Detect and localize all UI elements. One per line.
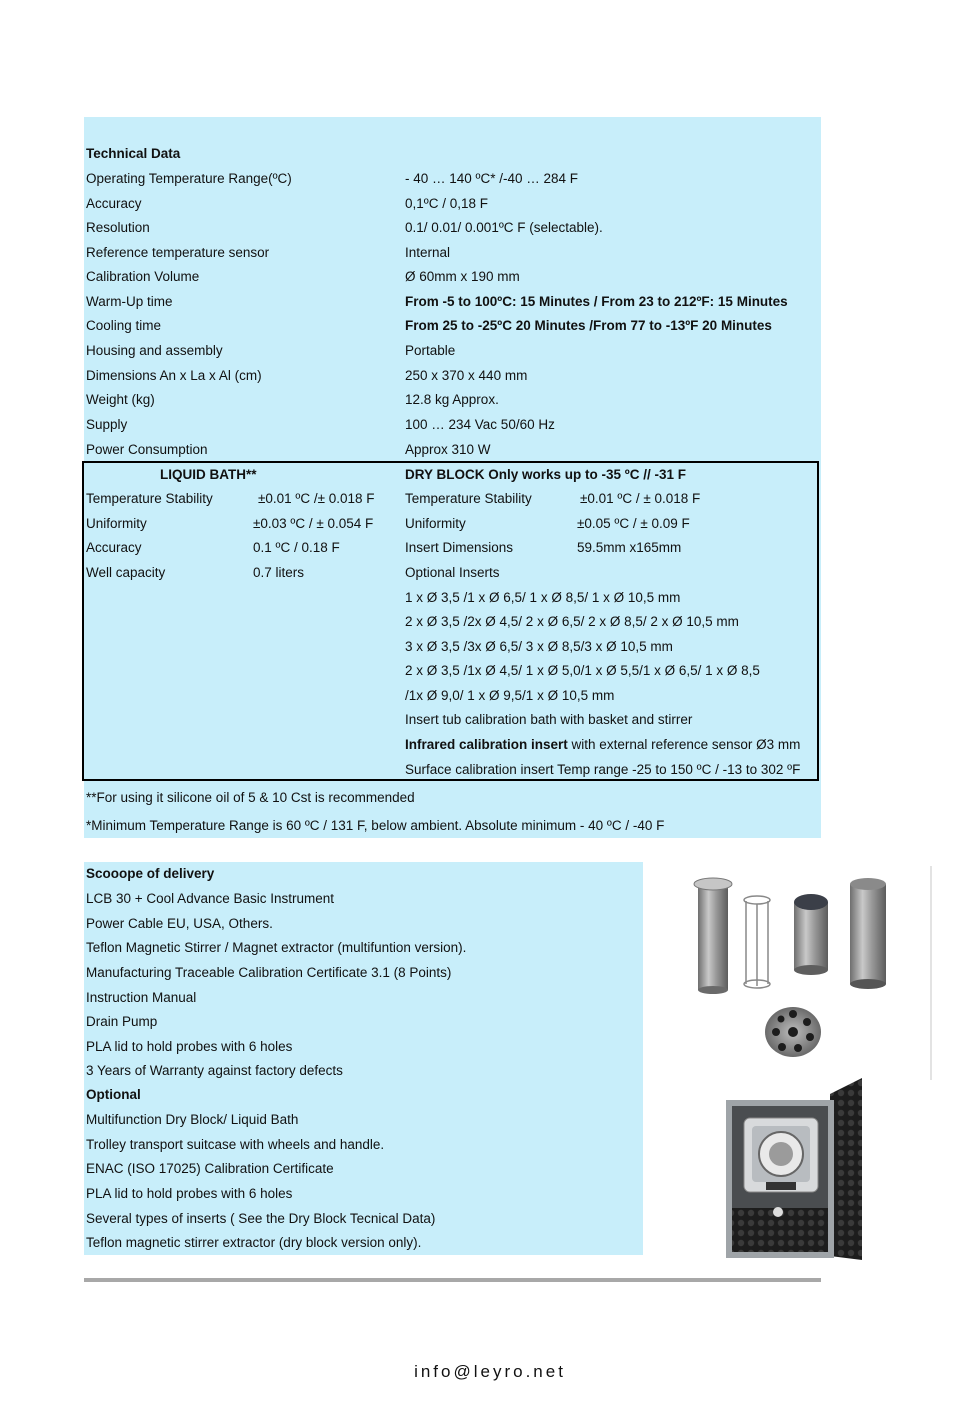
spec-value: 12.8 kg Approx. — [405, 392, 499, 407]
optional-item: ENAC (ISO 17025) Calibration Certificate — [86, 1161, 334, 1176]
footnote: *Minimum Temperature Range is 60 ºC / 131 F, below ambient. Absolute minimum - 40 ºC / -40 F — [86, 818, 665, 833]
liquid-bath-value: 0.7 liters — [253, 565, 305, 580]
insert-cup — [794, 902, 828, 970]
spec-value: 0,1ºC / 0,18 F — [405, 196, 488, 211]
spec-value: - 40 … 140 ºC* /-40 … 284 F — [405, 171, 579, 186]
case-lid-foam — [830, 1078, 862, 1260]
optional-item: Several types of inserts ( See the Dry Block Tecnical Data) — [86, 1211, 436, 1226]
insert-option: Insert tub calibration bath with basket and stirrer — [405, 712, 693, 727]
liquid-bath-value: ±0.01 ºC /± 0.018 F — [258, 491, 375, 506]
infrared-insert-bold: Infrared calibration insert — [405, 737, 568, 752]
dry-block-value: 59.5mm x165mm — [577, 540, 682, 555]
insert-tube-large — [698, 886, 728, 990]
spec-value: From 25 to -25ºC 20 Minutes /From 77 to -13ºF 20 Minutes — [405, 318, 772, 333]
insert-tube-tall — [850, 884, 886, 984]
spec-value: Internal — [405, 245, 451, 260]
optional-inserts-label: Optional Inserts — [405, 565, 500, 580]
insert-option: 3 x Ø 3,5 /3x Ø 6,5/ 3 x Ø 8,5/3 x Ø 10,5 mm — [405, 639, 673, 654]
dry-block-label: Temperature Stability — [405, 491, 532, 506]
dry-block-title: DRY BLOCK Only works up to -35 ºC // -31 F — [405, 467, 686, 482]
spec-value: Portable — [405, 343, 456, 358]
inserts-photo — [690, 872, 905, 1087]
optional-item: Teflon magnetic stirrer extractor (dry block version only). — [86, 1235, 422, 1250]
footer-email[interactable]: info@leyro.net — [414, 1362, 566, 1381]
optional-item: Multifunction Dry Block/ Liquid Bath — [86, 1112, 299, 1127]
liquid-bath-label: Temperature Stability — [86, 491, 213, 506]
scope-item: PLA lid to hold probes with 6 holes — [86, 1039, 293, 1054]
basket — [744, 896, 770, 988]
spec-label: Weight (kg) — [86, 392, 155, 407]
spec-label: Supply — [86, 417, 128, 432]
insert-option: 2 x Ø 3,5 /2x Ø 4,5/ 2 x Ø 6,5/ 2 x Ø 8,5/ 2 x Ø 10,5 mm — [405, 614, 739, 629]
page-edge-bar — [930, 866, 932, 1080]
spec-label: Housing and assembly — [86, 343, 223, 358]
infrared-insert — [405, 735, 800, 755]
optional-item: PLA lid to hold probes with 6 holes — [86, 1186, 293, 1201]
spec-label: Dimensions An x La x Al (cm) — [86, 368, 262, 383]
spec-label: Power Consumption — [86, 442, 208, 457]
optional-item: Trolley transport suitcase with wheels and handle. — [86, 1137, 385, 1152]
dry-block-label: Insert Dimensions — [405, 540, 514, 555]
spec-label: Accuracy — [86, 196, 142, 211]
spec-value: 100 … 234 Vac 50/60 Hz — [405, 417, 555, 432]
surface-insert: Surface calibration insert Temp range -25 to 150 ºC / -13 to 302 ºF — [405, 762, 801, 777]
scope-item: Teflon Magnetic Stirrer / Magnet extractor (multifuntion version). — [86, 940, 467, 955]
infrared-insert-rest: with external reference sensor Ø3 mm — [567, 737, 801, 752]
spec-label: Resolution — [86, 220, 150, 235]
scope-item: Manufacturing Traceable Calibration Certificate 3.1 (8 Points) — [86, 965, 452, 980]
spec-value: 0.1/ 0.01/ 0.001ºC F (selectable). — [405, 220, 603, 235]
scope-title: Scooope of delivery — [86, 866, 215, 881]
optional-title: Optional — [86, 1087, 141, 1102]
scope-item: 3 Years of Warranty against factory defects — [86, 1063, 343, 1078]
liquid-bath-title: LIQUID BATH** — [160, 467, 257, 482]
scope-item: Drain Pump — [86, 1014, 158, 1029]
footnote: **For using it silicone oil of 5 & 10 Cst is recommended — [86, 790, 415, 805]
dry-block-value: ±0.01 ºC / ± 0.018 F — [580, 491, 701, 506]
spec-value: Approx 310 W — [405, 442, 491, 457]
dry-block-label: Uniformity — [405, 516, 466, 531]
insert-option: 1 x Ø 3,5 /1 x Ø 6,5/ 1 x Ø 8,5/ 1 x Ø 10,5 mm — [405, 590, 681, 605]
liquid-bath-label: Well capacity — [86, 565, 166, 580]
dry-block-value: ±0.05 ºC / ± 0.09 F — [577, 516, 690, 531]
liquid-bath-label: Accuracy — [86, 540, 142, 555]
spec-label: Warm-Up time — [86, 294, 173, 309]
insert-option: 2 x Ø 3,5 /1x Ø 4,5/ 1 x Ø 5,0/1 x Ø 5,5/1 x Ø 6,5/ 1 x Ø 8,5 — [405, 663, 760, 678]
instrument-case-photo — [726, 1078, 864, 1260]
technical-data-title: Technical Data — [86, 146, 181, 161]
spec-label: Operating Temperature Range(ºC) — [86, 171, 292, 186]
spec-label: Cooling time — [86, 318, 162, 333]
spec-value: Ø 60mm x 190 mm — [405, 269, 520, 284]
scope-item: Instruction Manual — [86, 990, 197, 1005]
spec-value: 250 x 370 x 440 mm — [405, 368, 528, 383]
liquid-bath-label: Uniformity — [86, 516, 147, 531]
liquid-bath-value: ±0.03 ºC / ± 0.054 F — [253, 516, 374, 531]
spec-label: Reference temperature sensor — [86, 245, 270, 260]
scope-item: LCB 30 + Cool Advance Basic Instrument — [86, 891, 335, 906]
footer-rule — [84, 1278, 821, 1282]
insert-option: /1x Ø 9,0/ 1 x Ø 9,5/1 x Ø 10,5 mm — [405, 688, 615, 703]
liquid-bath-value: 0.1 ºC / 0.18 F — [253, 540, 340, 555]
spec-value: From -5 to 100ºC: 15 Minutes / From 23 to 212ºF: 15 Minutes — [405, 294, 788, 309]
spec-label: Calibration Volume — [86, 269, 200, 284]
scope-item: Power Cable EU, USA, Others. — [86, 916, 273, 931]
